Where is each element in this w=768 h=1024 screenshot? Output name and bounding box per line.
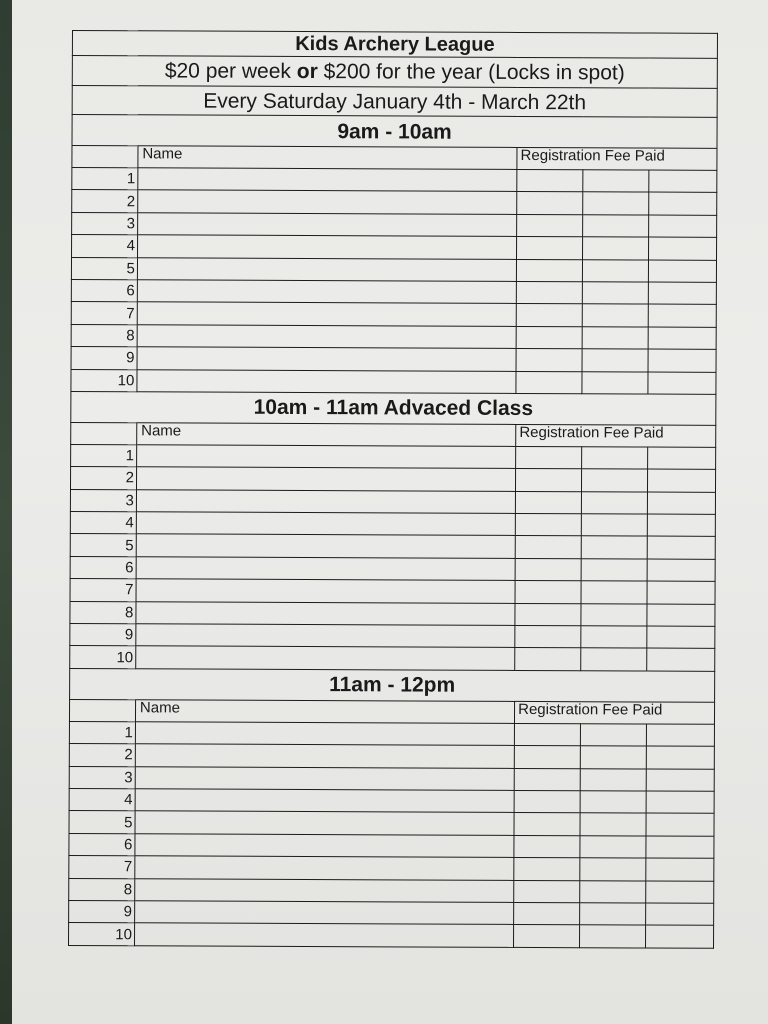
fee-paid-cell[interactable] — [582, 371, 648, 394]
fee-paid-cell[interactable] — [581, 559, 647, 582]
column-header-row — [69, 699, 714, 724]
name-cell[interactable] — [137, 325, 516, 349]
table-row — [72, 168, 717, 193]
fee-paid-cell[interactable] — [582, 447, 648, 470]
fee-paid-cell[interactable] — [647, 536, 715, 559]
fee-paid-cell[interactable] — [581, 581, 647, 604]
table-row — [69, 833, 714, 858]
session-title-row — [71, 391, 716, 425]
row-number: 5 — [71, 257, 137, 280]
fee-paid-cell[interactable] — [515, 648, 581, 671]
fee-paid-cell[interactable] — [582, 349, 648, 372]
fee-paid-cell[interactable] — [514, 768, 580, 791]
fee-paid-cell[interactable] — [647, 492, 715, 515]
fee-paid-cell[interactable] — [514, 902, 580, 925]
name-cell[interactable] — [135, 766, 514, 790]
name-column-header: Name — [135, 700, 514, 724]
session-title: 10am - 11am Advaced Class — [71, 391, 716, 425]
number-column-header — [72, 146, 138, 168]
table-row — [71, 347, 716, 372]
name-cell[interactable] — [136, 445, 515, 469]
name-cell[interactable] — [135, 811, 514, 835]
fee-paid-cell[interactable] — [514, 813, 580, 836]
fee-paid-cell[interactable] — [517, 214, 583, 237]
fee-paid-cell[interactable] — [649, 215, 717, 238]
name-cell[interactable] — [136, 467, 515, 491]
name-cell[interactable] — [135, 878, 514, 902]
fee-paid-cell[interactable] — [646, 881, 714, 904]
fee-paid-cell[interactable] — [646, 813, 714, 836]
name-cell[interactable] — [137, 257, 516, 281]
fee-paid-cell[interactable] — [581, 536, 647, 559]
name-cell[interactable] — [136, 579, 515, 603]
row-number: 6 — [71, 279, 137, 302]
fee-paid-column-header: Registration Fee Paid — [515, 701, 715, 724]
row-number: 7 — [71, 302, 137, 325]
fee-paid-cell[interactable] — [515, 625, 581, 648]
table-row — [69, 721, 714, 746]
fee-paid-cell[interactable] — [580, 768, 646, 791]
name-column-header: Name — [137, 423, 516, 447]
fee-paid-cell[interactable] — [647, 648, 715, 671]
name-cell[interactable] — [135, 834, 514, 858]
fee-paid-cell[interactable] — [580, 724, 646, 747]
fee-paid-cell[interactable] — [647, 581, 715, 604]
row-number: 1 — [71, 444, 137, 467]
fee-paid-cell[interactable] — [646, 836, 714, 859]
row-number: 10 — [71, 369, 137, 392]
fee-paid-cell[interactable] — [647, 604, 715, 627]
fee-paid-cell[interactable] — [649, 170, 717, 193]
fee-paid-cell[interactable] — [648, 260, 716, 283]
name-cell[interactable] — [135, 744, 514, 768]
table-row — [71, 369, 716, 394]
column-header-row — [71, 422, 716, 447]
table-row — [69, 856, 714, 881]
column-header-row — [72, 146, 717, 171]
row-number: 2 — [70, 467, 136, 490]
row-number: 4 — [70, 512, 136, 535]
table-row — [72, 212, 717, 237]
fee-paid-cell[interactable] — [515, 558, 581, 581]
fee-paid-cell[interactable] — [647, 514, 715, 537]
table-row — [71, 279, 716, 304]
row-number: 1 — [72, 168, 138, 191]
row-number: 7 — [70, 579, 136, 602]
fee-paid-cell[interactable] — [516, 371, 582, 394]
table-row — [69, 878, 714, 903]
name-cell[interactable] — [136, 534, 515, 558]
fee-paid-cell[interactable] — [583, 170, 649, 193]
fee-paid-cell[interactable] — [582, 469, 648, 492]
row-number: 2 — [72, 190, 138, 213]
table-row — [70, 601, 715, 626]
fee-paid-cell[interactable] — [582, 282, 648, 305]
table-row — [72, 235, 717, 260]
fee-paid-cell[interactable] — [582, 259, 648, 282]
table-row — [70, 467, 715, 492]
fee-paid-cell[interactable] — [580, 791, 646, 814]
name-cell[interactable] — [136, 624, 515, 648]
name-cell[interactable] — [135, 722, 514, 746]
fee-paid-cell[interactable] — [582, 326, 648, 349]
session-title: 9am - 10am — [72, 115, 717, 149]
fee-paid-cell[interactable] — [648, 349, 716, 372]
name-cell[interactable] — [135, 856, 514, 880]
name-cell[interactable] — [137, 347, 516, 371]
name-cell[interactable] — [136, 646, 515, 670]
fee-paid-cell[interactable] — [517, 237, 583, 260]
table-row — [69, 788, 714, 813]
price-row — [72, 56, 717, 89]
schedule-row — [72, 86, 717, 118]
row-number: 5 — [70, 534, 136, 557]
table-row — [71, 444, 716, 469]
fee-paid-cell[interactable] — [517, 169, 583, 192]
session-title-row — [70, 668, 715, 702]
fee-paid-cell[interactable] — [648, 372, 716, 395]
fee-paid-cell[interactable] — [581, 514, 647, 537]
table-row — [70, 534, 715, 559]
fee-paid-cell[interactable] — [514, 723, 580, 746]
row-number: 1 — [69, 721, 135, 744]
table-row — [71, 302, 716, 327]
fee-paid-cell[interactable] — [580, 925, 646, 948]
schedule-text: Every Saturday January 4th - March 22th — [72, 86, 717, 118]
fee-paid-cell[interactable] — [514, 835, 580, 858]
table-row — [70, 624, 715, 649]
fee-paid-cell[interactable] — [580, 858, 646, 881]
number-column-header — [71, 422, 137, 444]
row-number: 8 — [71, 324, 137, 347]
fee-paid-cell[interactable] — [648, 447, 716, 470]
session-title-row — [72, 115, 717, 149]
fee-paid-cell[interactable] — [582, 304, 648, 327]
name-cell[interactable] — [136, 512, 515, 536]
row-number: 9 — [69, 900, 135, 923]
fee-paid-cell[interactable] — [583, 192, 649, 215]
fee-paid-cell[interactable] — [580, 880, 646, 903]
fee-paid-cell[interactable] — [516, 304, 582, 327]
name-cell[interactable] — [136, 489, 515, 513]
name-cell[interactable] — [134, 923, 513, 947]
table-row — [69, 923, 714, 948]
fee-paid-cell[interactable] — [581, 491, 647, 514]
table-row — [71, 257, 716, 282]
fee-paid-column-header: Registration Fee Paid — [517, 147, 717, 170]
name-cell[interactable] — [137, 369, 516, 393]
fee-paid-cell[interactable] — [646, 769, 714, 792]
fee-paid-cell[interactable] — [516, 491, 582, 514]
price-or: or — [296, 59, 318, 84]
fee-paid-cell[interactable] — [580, 746, 646, 769]
form-title-row — [72, 31, 717, 59]
table-row — [70, 512, 715, 537]
fee-paid-cell[interactable] — [514, 880, 580, 903]
fee-paid-cell[interactable] — [514, 746, 580, 769]
fee-paid-cell[interactable] — [580, 813, 646, 836]
price-part-1: $20 per week — [164, 59, 297, 83]
fee-paid-cell[interactable] — [646, 925, 714, 948]
session-title: 11am - 12pm — [70, 668, 715, 702]
fee-paid-cell[interactable] — [583, 237, 649, 260]
table-row — [72, 190, 717, 215]
fee-paid-cell[interactable] — [646, 724, 714, 747]
fee-paid-cell[interactable] — [516, 281, 582, 304]
name-cell[interactable] — [134, 901, 513, 925]
fee-paid-cell[interactable] — [515, 514, 581, 537]
row-number: 3 — [72, 212, 138, 235]
table-row — [70, 556, 715, 581]
signup-form-table — [68, 30, 718, 949]
fee-paid-cell[interactable] — [516, 326, 582, 349]
row-number: 6 — [70, 556, 136, 579]
table-row — [70, 646, 715, 671]
name-cell[interactable] — [138, 168, 517, 192]
fee-paid-cell[interactable] — [516, 446, 582, 469]
row-number: 4 — [72, 235, 138, 258]
fee-paid-column-header: Registration Fee Paid — [516, 424, 716, 447]
row-number: 6 — [69, 833, 135, 856]
fee-paid-cell[interactable] — [515, 603, 581, 626]
name-cell[interactable] — [138, 190, 517, 214]
fee-paid-cell[interactable] — [515, 581, 581, 604]
row-number: 10 — [70, 646, 136, 669]
fee-paid-cell[interactable] — [649, 192, 717, 215]
fee-paid-cell[interactable] — [647, 626, 715, 649]
table-row — [69, 766, 714, 791]
row-number: 5 — [69, 811, 135, 834]
row-number: 8 — [69, 878, 135, 901]
row-number: 7 — [69, 856, 135, 879]
fee-paid-cell[interactable] — [580, 835, 646, 858]
fee-paid-cell[interactable] — [649, 237, 717, 260]
fee-paid-cell[interactable] — [514, 925, 580, 948]
name-cell[interactable] — [137, 302, 516, 326]
form-title: Kids Archery League — [72, 31, 717, 59]
fee-paid-cell[interactable] — [646, 903, 714, 926]
name-column-header: Name — [138, 146, 517, 170]
row-number: 9 — [70, 624, 136, 647]
name-cell[interactable] — [136, 601, 515, 625]
name-cell[interactable] — [136, 557, 515, 581]
fee-paid-cell[interactable] — [646, 858, 714, 881]
number-column-header — [69, 699, 135, 721]
name-cell[interactable] — [137, 280, 516, 304]
name-cell[interactable] — [137, 213, 516, 237]
row-number: 9 — [71, 347, 137, 370]
row-number: 8 — [70, 601, 136, 624]
fee-paid-cell[interactable] — [580, 903, 646, 926]
row-number: 3 — [70, 489, 136, 512]
table-row — [69, 744, 714, 769]
price-text — [72, 56, 717, 89]
fee-paid-cell[interactable] — [648, 282, 716, 305]
fee-paid-cell[interactable] — [517, 259, 583, 282]
fee-paid-cell[interactable] — [647, 559, 715, 582]
table-row — [71, 324, 716, 349]
row-number: 2 — [69, 744, 135, 767]
name-cell[interactable] — [135, 789, 514, 813]
fee-paid-cell[interactable] — [648, 469, 716, 492]
fee-paid-cell[interactable] — [646, 746, 714, 769]
fee-paid-cell[interactable] — [581, 626, 647, 649]
price-part-2: $200 for the year (Locks in spot) — [317, 60, 625, 85]
fee-paid-cell[interactable] — [515, 536, 581, 559]
table-row — [70, 489, 715, 514]
fee-paid-cell[interactable] — [514, 858, 580, 881]
table-row — [69, 900, 714, 925]
fee-paid-cell[interactable] — [517, 192, 583, 215]
row-number: 4 — [69, 788, 135, 811]
fee-paid-cell[interactable] — [581, 603, 647, 626]
fee-paid-cell[interactable] — [516, 469, 582, 492]
fee-paid-cell[interactable] — [646, 791, 714, 814]
row-number: 3 — [69, 766, 135, 789]
fee-paid-cell[interactable] — [583, 215, 649, 238]
fee-paid-cell[interactable] — [648, 327, 716, 350]
row-number: 10 — [69, 923, 135, 946]
table-row — [70, 579, 715, 604]
fee-paid-cell[interactable] — [516, 349, 582, 372]
name-cell[interactable] — [137, 235, 516, 259]
fee-paid-cell[interactable] — [581, 648, 647, 671]
table-row — [69, 811, 714, 836]
fee-paid-cell[interactable] — [648, 304, 716, 327]
fee-paid-cell[interactable] — [514, 790, 580, 813]
